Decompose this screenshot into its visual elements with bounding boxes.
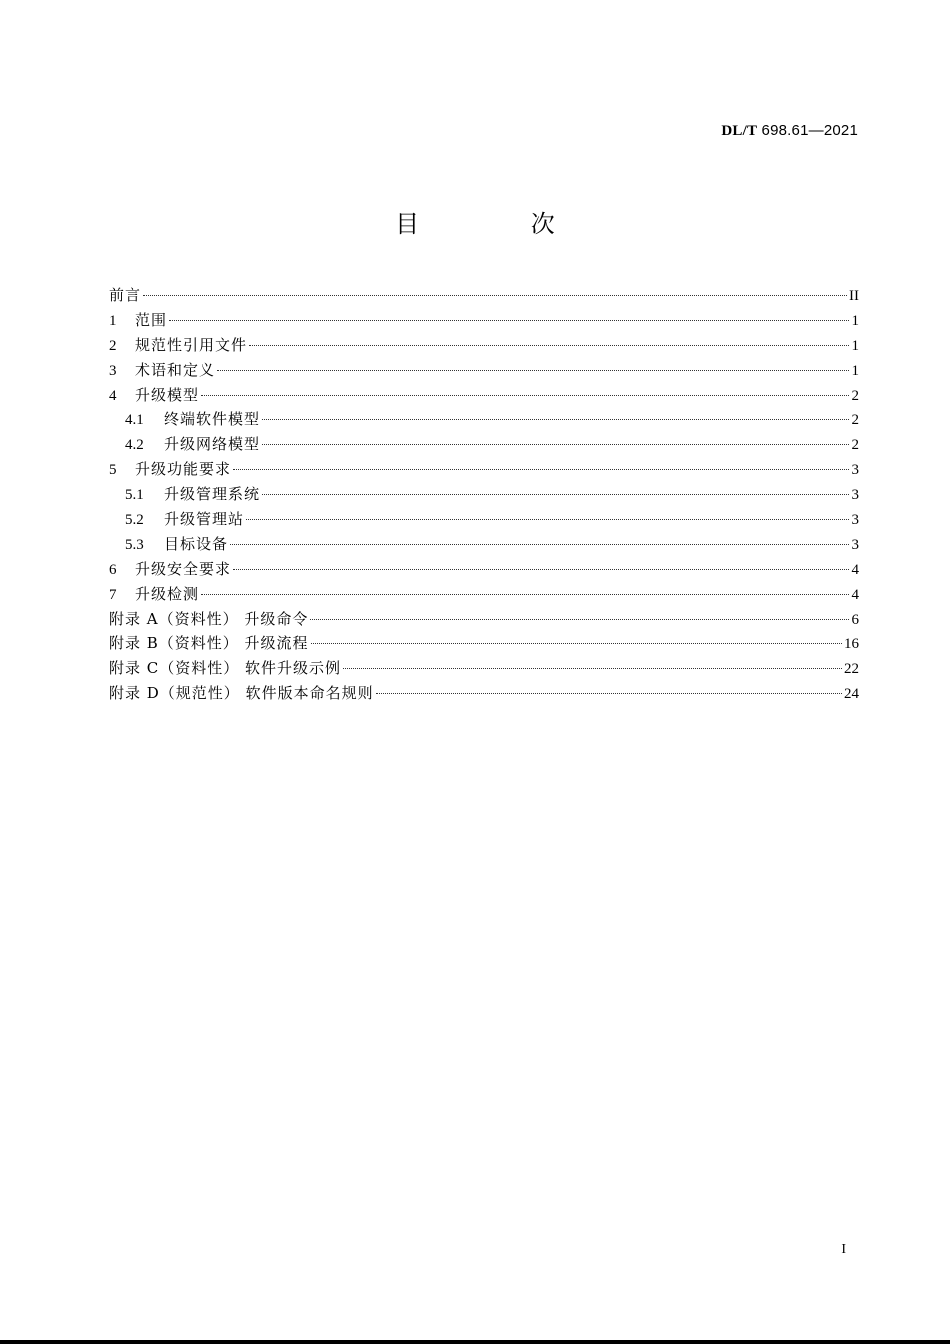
toc-leader-dots: [233, 569, 849, 570]
toc-entry-page: 16: [844, 636, 859, 653]
toc-entry-number: 5: [109, 462, 117, 479]
toc-entry-page: 1: [851, 312, 859, 329]
toc-entry-label: 升级检测: [135, 584, 200, 603]
toc-entry-label: 升级管理系统: [164, 485, 261, 504]
toc-entry[interactable]: [109, 432, 859, 457]
toc-entry[interactable]: [109, 333, 859, 358]
toc-entry-number: 4.2: [125, 437, 144, 454]
toc-leader-dots: [217, 370, 849, 371]
toc-entry-page: 24: [844, 686, 859, 703]
toc-entry[interactable]: [109, 407, 859, 432]
toc-entry-number: 5.3: [125, 536, 144, 553]
toc-entry-label: 升级功能要求: [135, 460, 232, 479]
toc-leader-dots: [233, 469, 849, 470]
toc-leader-dots: [262, 419, 849, 420]
toc-entry-number: 4: [109, 387, 117, 404]
toc-entry[interactable]: [109, 607, 859, 632]
toc-leader-dots: [201, 594, 849, 595]
toc-entry-label: 终端软件模型: [164, 410, 261, 429]
toc-entry-label: 规范性引用文件: [135, 335, 248, 354]
toc-entry-page: 6: [851, 611, 859, 628]
toc-entry-number: 1: [109, 312, 117, 329]
bottom-border: [0, 1340, 950, 1344]
toc-leader-dots: [201, 395, 849, 396]
table-of-contents: [109, 283, 859, 706]
toc-entry-number: 3: [109, 362, 117, 379]
toc-entry-page: 3: [851, 487, 859, 504]
toc-entry[interactable]: [109, 507, 859, 532]
toc-entry-number: 7: [109, 586, 117, 603]
toc-entry-label: 范围: [135, 310, 168, 329]
page-number: I: [841, 1242, 846, 1257]
standard-suffix: 698.61—2021: [757, 122, 858, 139]
toc-leader-dots: [262, 444, 849, 445]
toc-entry[interactable]: [109, 457, 859, 482]
toc-entry-label: 附录 A（资料性） 升级命令: [109, 609, 309, 628]
toc-leader-dots: [143, 295, 847, 296]
toc-leader-dots: [249, 345, 849, 346]
toc-entry[interactable]: [109, 631, 859, 656]
toc-entry[interactable]: [109, 482, 859, 507]
toc-entry-label: 前言: [109, 286, 142, 304]
standard-number: [721, 122, 858, 140]
toc-entry[interactable]: [109, 656, 859, 681]
toc-leader-dots: [310, 619, 849, 620]
toc-entry-label: 目标设备: [164, 534, 229, 553]
toc-entry-page: II: [849, 288, 859, 304]
toc-entry[interactable]: [109, 308, 859, 333]
toc-leader-dots: [343, 668, 842, 669]
toc-entry-label: 附录 D（规范性） 软件版本命名规则: [109, 684, 374, 703]
toc-entry[interactable]: [109, 358, 859, 383]
toc-entry-page: 1: [851, 362, 859, 379]
toc-entry-label: 附录 B（资料性） 升级流程: [109, 634, 309, 653]
toc-leader-dots: [230, 544, 849, 545]
toc-entry-page: 3: [851, 512, 859, 529]
toc-entry[interactable]: [109, 557, 859, 582]
toc-entry-number: 2: [109, 337, 117, 354]
toc-entry[interactable]: [109, 532, 859, 557]
toc-entry-page: 22: [844, 661, 859, 678]
toc-leader-dots: [246, 519, 849, 520]
toc-entry[interactable]: [109, 383, 859, 408]
toc-entry-page: 3: [851, 462, 859, 479]
toc-entry-number: 6: [109, 561, 117, 578]
toc-entry-label: 升级模型: [135, 385, 200, 404]
toc-leader-dots: [376, 693, 842, 694]
toc-leader-dots: [169, 320, 849, 321]
toc-entry-page: 2: [851, 412, 859, 429]
toc-leader-dots: [311, 643, 842, 644]
toc-entry-page: 1: [851, 337, 859, 354]
toc-entry-number: 5.1: [125, 487, 144, 504]
toc-entry-label: 升级管理站: [164, 510, 245, 529]
toc-entry-label: 附录 C（资料性） 软件升级示例: [109, 659, 342, 678]
toc-entry-page: 2: [851, 387, 859, 404]
page-title: 目 次: [395, 210, 607, 238]
toc-entry-page: 3: [851, 536, 859, 553]
toc-entry[interactable]: [109, 283, 859, 308]
standard-prefix: DL/T: [721, 123, 758, 139]
toc-leader-dots: [262, 494, 849, 495]
toc-entry-number: 4.1: [125, 412, 144, 429]
toc-entry-page: 4: [851, 561, 859, 578]
toc-entry-label: 升级网络模型: [164, 435, 261, 454]
toc-entry-number: 5.2: [125, 512, 144, 529]
toc-entry-page: 2: [851, 437, 859, 454]
toc-entry[interactable]: [109, 681, 859, 706]
toc-entry-label: 升级安全要求: [135, 559, 232, 578]
toc-entry-page: 4: [851, 586, 859, 603]
toc-entry[interactable]: [109, 582, 859, 607]
toc-entry-label: 术语和定义: [135, 360, 216, 379]
